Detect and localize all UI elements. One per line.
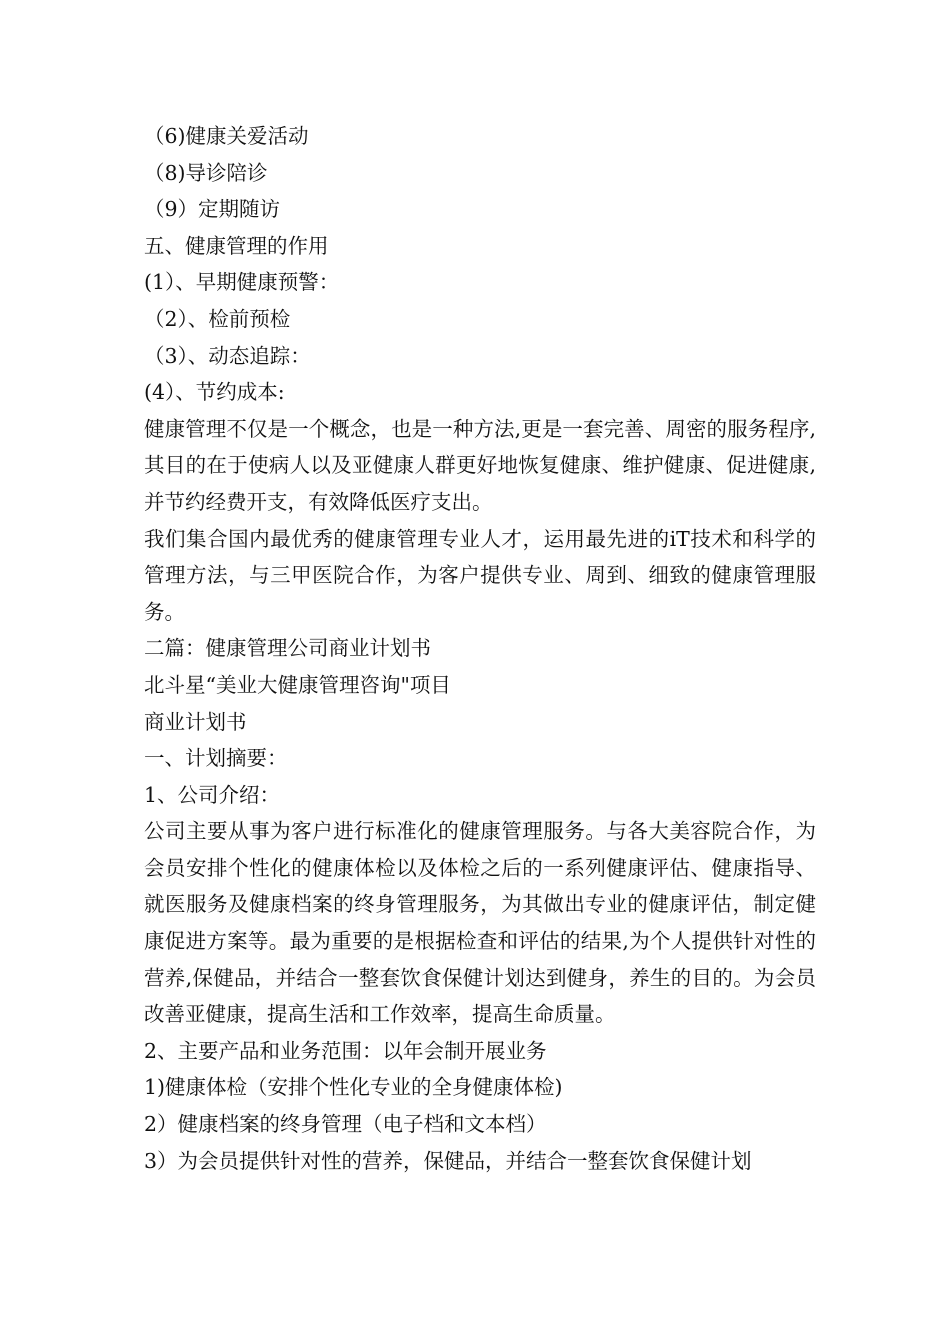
list-item: （2）、检前预检 [144, 306, 291, 331]
list-item: (4）、节约成本: [144, 380, 285, 405]
list-item: （8)导诊陪诊 [144, 160, 268, 185]
subtitle: 商业计划书 [144, 709, 247, 734]
document-body [144, 118, 816, 1179]
subsection-heading: 2、主要产品和业务范围：以年会制开展业务 [144, 1038, 547, 1063]
list-item: （3）、动态追踪： [144, 343, 311, 368]
paragraph: 公司主要从事为客户进行标准化的健康管理服务。与各大美容院合作，为会员安排个性化的健康体检以及体检之后的一系列健康评估、健康指导、就医服务及健康档案的终身管理服务，为其做出专业的健康评估，制定健康促进方案等。最为重要的是根据检查和评估的结果,为个人提供针对性的营养,保健品，并结合一整套饮食保健计划达到健身，养生的目的。为会员改善亚健康，提高生活和工作效率，提高生命质量。 [144, 819, 816, 1027]
list-item: 3）为会员提供针对性的营养，保健品，并结合一整套饮食保健计划 [144, 1148, 752, 1173]
list-item: 2）健康档案的终身管理（电子档和文本档） [144, 1112, 547, 1137]
list-item: 1)健康体检（安排个性化专业的全身健康体检) [144, 1075, 563, 1100]
project-title: 北斗星“美业大健康管理咨询"项目 [144, 672, 451, 697]
list-item: （9）定期随访 [144, 197, 281, 222]
list-item: (1）、早期健康预警： [144, 270, 340, 295]
subsection-heading: 1、公司介绍： [144, 782, 281, 807]
paragraph: 健康管理不仅是一个概念，也是一种方法,更是一套完善、周密的服务程序,其目的在于使病人以及亚健康人群更好地恢复健康、维护健康、促进健康,并节约经费开支，有效降低医疗支出。 [144, 416, 816, 514]
section-heading: 一、计划摘要： [144, 746, 288, 771]
list-item: （6)健康关爱活动 [144, 124, 309, 148]
document-title: 二篇：健康管理公司商业计划书 [144, 636, 431, 661]
section-heading: 五、健康管理的作用 [144, 233, 329, 258]
paragraph: 我们集合国内最优秀的健康管理专业人才，运用最先进的iT技术和科学的管理方法，与三甲医院合作，为客户提供专业、周到、细致的健康管理服务。 [144, 526, 816, 624]
